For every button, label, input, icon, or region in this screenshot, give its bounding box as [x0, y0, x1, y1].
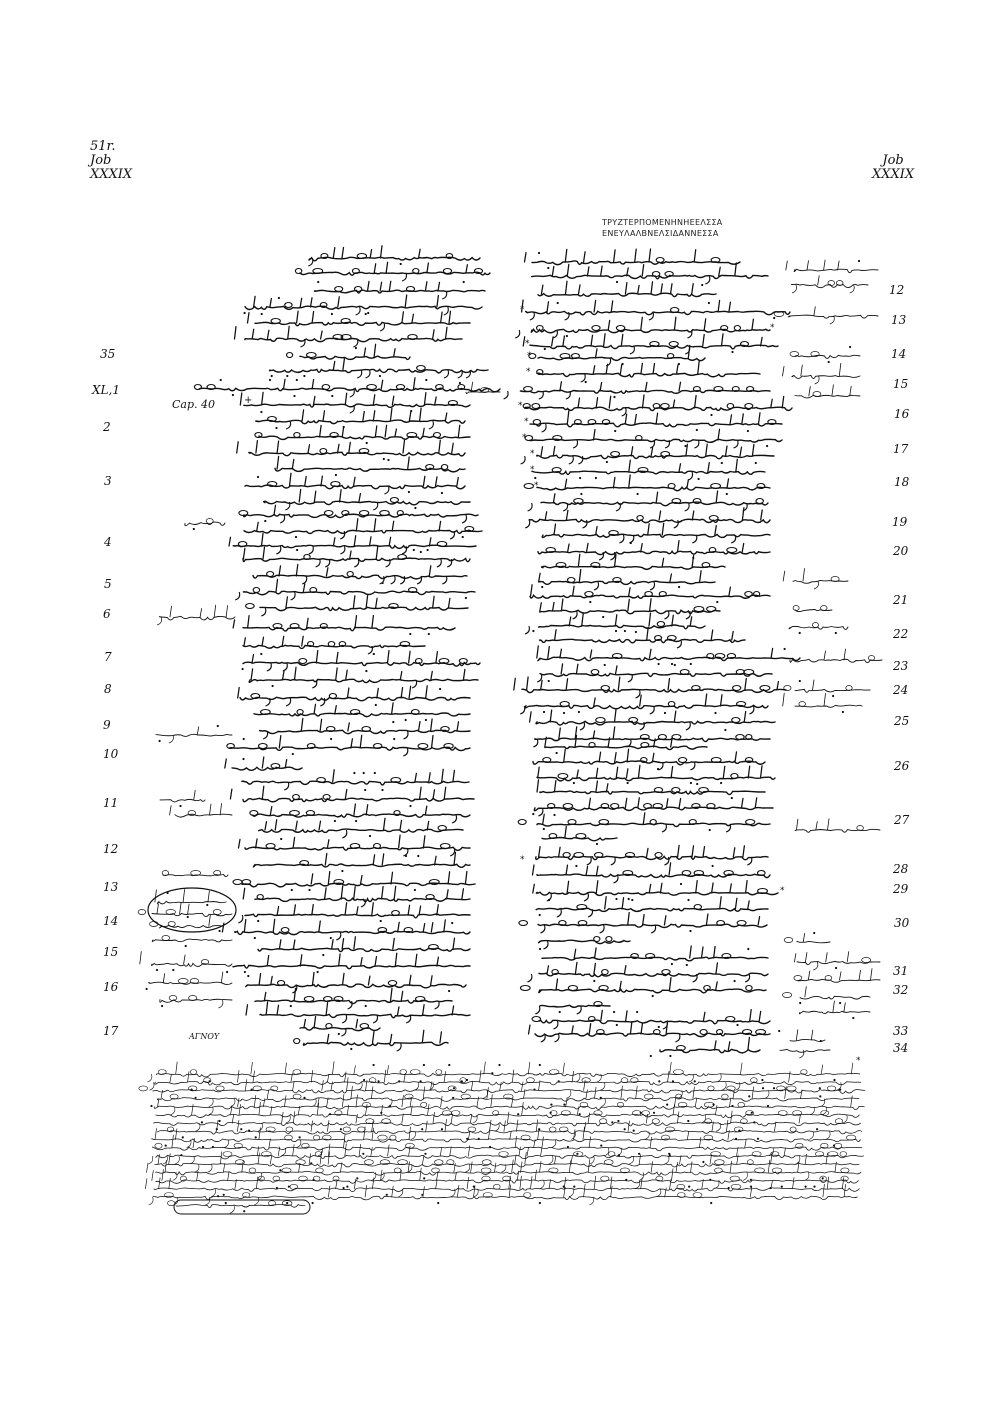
right-column-line — [524, 475, 770, 495]
marginal-gloss — [160, 996, 232, 1009]
left-column-line — [237, 440, 465, 460]
verse-number: 27 — [894, 813, 910, 827]
verse-number: 32 — [893, 983, 909, 997]
left-column-line — [287, 344, 410, 359]
left-column-line — [256, 408, 465, 429]
marginal-gloss — [156, 725, 232, 743]
left-column-line — [239, 505, 478, 523]
circled-note-line — [138, 902, 232, 916]
verse-number: 6 — [103, 607, 111, 621]
verse-number: 12 — [889, 283, 905, 297]
circled-note-line — [150, 915, 222, 928]
folio-number: 51r. — [90, 139, 116, 154]
marginal-gloss — [791, 276, 868, 293]
right-column-line — [542, 523, 770, 543]
marginal-gloss — [146, 972, 233, 990]
book-name: Job — [882, 153, 904, 168]
right-column-line — [536, 897, 768, 917]
catena-line — [139, 1078, 865, 1099]
left-column-line — [264, 489, 470, 510]
marginal-gloss — [185, 519, 225, 531]
verse-number: 28 — [893, 862, 909, 876]
catena-line — [145, 1176, 859, 1197]
asterisk-mark: * — [527, 351, 532, 361]
catena-line — [150, 1070, 861, 1090]
verse-number: 7 — [104, 650, 112, 664]
verse-number: 15 — [103, 945, 119, 959]
right-column-line — [532, 627, 745, 648]
verse-number: 16 — [894, 407, 910, 421]
right-column-line — [540, 599, 720, 619]
right-column-line — [537, 664, 772, 682]
verse-number: XL,1 — [92, 383, 120, 397]
right-column-line — [525, 508, 770, 528]
left-column-line — [308, 246, 480, 266]
marginal-gloss — [778, 1030, 825, 1042]
catena-line — [157, 1086, 859, 1107]
signature-note: ΑΓΝΟΥ — [189, 1032, 220, 1041]
right-column-line — [542, 827, 617, 846]
marginal-gloss — [162, 871, 228, 877]
right-column-line — [542, 554, 725, 569]
catena-line — [152, 1135, 862, 1156]
left-column-line — [253, 852, 470, 872]
right-column-line — [519, 913, 767, 934]
right-column-line — [537, 780, 765, 799]
marginal-gloss — [794, 969, 880, 983]
left-column-line — [243, 636, 425, 654]
right-column-line — [529, 1021, 771, 1042]
verse-number: 30 — [894, 916, 910, 930]
left-column-line — [235, 326, 463, 347]
left-column-line — [244, 519, 482, 539]
left-column-line — [239, 835, 471, 856]
catena-line — [155, 1151, 859, 1172]
left-column-line — [259, 818, 463, 838]
right-column-line — [537, 765, 775, 785]
right-column-line — [537, 646, 800, 665]
left-column-line — [275, 456, 465, 476]
left-column-line — [245, 473, 465, 494]
verse-number: 16 — [103, 980, 119, 994]
asterisk-mark: * — [530, 449, 535, 459]
catena-line — [150, 1102, 859, 1123]
verse-number: 12 — [103, 842, 119, 856]
left-column-line — [250, 804, 470, 823]
marginal-gloss — [783, 363, 861, 384]
verse-number: 29 — [893, 882, 909, 896]
left-column-line — [222, 919, 470, 940]
right-column-line — [522, 300, 790, 320]
asterisk-mark: * — [520, 855, 525, 865]
verse-number: 13 — [891, 313, 907, 327]
left-column-line — [240, 392, 470, 413]
chapter-note: Cap. 40 — [172, 398, 216, 411]
verse-number: 10 — [103, 747, 119, 761]
right-column-line — [537, 361, 760, 382]
asterisk-mark: * — [530, 465, 535, 475]
right-column-line — [530, 411, 782, 432]
left-column-line — [238, 686, 470, 706]
left-column-line — [243, 886, 470, 907]
left-column-line — [294, 1030, 448, 1051]
right-column-line — [538, 281, 716, 296]
asterisk-mark: * — [522, 433, 527, 443]
right-column-line — [539, 570, 715, 591]
marginal-gloss — [795, 819, 880, 833]
left-column-line — [243, 547, 470, 567]
left-column-line — [258, 937, 470, 956]
right-column-line — [515, 317, 770, 338]
right-column-line — [532, 1010, 770, 1029]
asterisk-mark: * — [520, 305, 525, 315]
verse-number: 25 — [894, 714, 910, 728]
right-column-line — [504, 381, 770, 399]
marginal-gloss — [783, 569, 848, 590]
verse-number: 20 — [893, 544, 909, 558]
marginal-gloss — [780, 1040, 830, 1058]
chapter-number: XXXIX — [90, 167, 133, 182]
marginal-gloss — [170, 804, 232, 818]
marginal-gloss — [774, 307, 878, 324]
verse-number: 3 — [104, 474, 112, 488]
right-column-line — [539, 946, 768, 965]
verse-number: 33 — [893, 1024, 909, 1038]
marginal-gloss — [783, 693, 862, 713]
right-column-line — [533, 863, 771, 883]
asterisk-mark: * — [524, 417, 529, 427]
asterisk-mark: * — [770, 323, 775, 333]
left-column-line — [246, 973, 466, 994]
catena-line — [152, 1127, 861, 1148]
left-column-line — [244, 295, 483, 315]
verse-number: 34 — [893, 1041, 909, 1055]
marginal-gloss — [789, 623, 848, 635]
asterisk-mark: * — [526, 367, 531, 377]
left-column-line — [295, 262, 490, 281]
verse-number: 14 — [891, 347, 907, 361]
left-column-line — [225, 757, 302, 770]
right-column-line — [539, 937, 630, 950]
greek-line: ΤΡΥΖΤΕΡΠΟΜΕΝΗΝΗΕΕΛΣΣΑ — [602, 218, 723, 227]
verse-number: 24 — [893, 683, 909, 697]
verse-number: 4 — [104, 535, 112, 549]
verse-number: 35 — [100, 347, 116, 361]
verse-number: 15 — [893, 377, 909, 391]
asterisk-mark: * — [856, 1056, 861, 1066]
verse-number: 26 — [894, 759, 910, 773]
verse-number: 5 — [104, 577, 112, 591]
left-column-line — [238, 903, 470, 923]
right-column-line — [535, 1002, 610, 1015]
verse-number: 13 — [103, 880, 119, 894]
verse-number: 23 — [893, 659, 909, 673]
marginal-gloss — [784, 680, 870, 697]
left-column-line — [233, 616, 455, 636]
left-column-line — [260, 719, 470, 740]
book-name: Job — [90, 153, 112, 168]
left-column-line — [229, 533, 476, 554]
left-column-line — [230, 786, 474, 801]
marginal-gloss — [140, 952, 232, 972]
verse-number: 8 — [104, 682, 112, 696]
right-column-line — [527, 962, 768, 982]
right-column-line — [523, 334, 778, 354]
left-column-line — [270, 359, 488, 378]
marginal-gloss — [160, 790, 205, 802]
verse-number: 17 — [893, 442, 909, 456]
left-column-line — [255, 988, 452, 1009]
right-column-line — [650, 1037, 760, 1057]
right-column-line — [530, 585, 770, 603]
catena-line — [148, 1144, 863, 1164]
marginal-gloss — [790, 346, 860, 363]
verse-number: 11 — [103, 796, 119, 810]
right-column-line — [532, 459, 765, 480]
cross-mark: + — [244, 395, 253, 406]
left-column-line — [314, 281, 485, 299]
right-column-line — [533, 749, 765, 770]
asterisk-mark: * — [518, 401, 523, 411]
right-column-line — [514, 677, 786, 698]
marginal-gloss — [793, 606, 832, 612]
verse-number: 18 — [894, 475, 910, 489]
marginal-gloss — [782, 987, 870, 1005]
left-column-line — [226, 953, 470, 973]
verse-number: 17 — [103, 1024, 119, 1038]
right-column-line — [536, 845, 768, 865]
asterisk-mark: * — [525, 339, 530, 349]
right-column-line — [538, 541, 770, 560]
right-column-line — [518, 813, 770, 832]
left-column-line — [248, 311, 471, 331]
left-column-line — [300, 1017, 380, 1037]
marginal-gloss — [794, 952, 880, 970]
verse-number: 19 — [892, 515, 908, 529]
right-column-line — [533, 881, 778, 901]
left-column-line — [242, 651, 481, 672]
greek-line: ΕΝΕΥΛΑΛΒΝΕΛΣΙΔΑΝΝΕΣΣΑ — [602, 229, 719, 238]
chapter-number: XXXIX — [872, 167, 915, 182]
verse-number: 22 — [893, 627, 909, 641]
marginal-gloss — [157, 605, 235, 625]
right-column-line — [520, 978, 766, 998]
verse-number: 9 — [103, 718, 111, 732]
marginal-gloss — [784, 932, 830, 943]
catena-line — [154, 1111, 861, 1131]
verse-number: 2 — [103, 420, 111, 434]
verse-number: 21 — [893, 593, 909, 607]
left-column-line — [246, 596, 468, 616]
circled-note-border — [148, 888, 236, 932]
marginal-gloss — [790, 649, 882, 663]
catena-line — [147, 1160, 861, 1181]
marginal-gloss — [786, 260, 878, 273]
asterisk-mark: * — [534, 481, 539, 491]
catena-end-cartouche — [174, 1200, 310, 1214]
right-column-line — [525, 429, 782, 448]
verse-number: 31 — [893, 964, 909, 978]
left-column-line — [253, 564, 467, 584]
marginal-gloss — [799, 1001, 870, 1019]
marginal-gloss — [795, 385, 860, 398]
left-column-line — [242, 769, 469, 790]
asterisk-mark: * — [780, 886, 785, 896]
verse-number: 14 — [103, 914, 119, 928]
right-column-line — [520, 694, 768, 714]
left-column-line — [233, 872, 475, 892]
right-column-line — [533, 727, 770, 747]
right-column-line — [528, 491, 768, 511]
right-column-line — [532, 798, 773, 816]
right-column-line — [525, 249, 741, 269]
catena-line — [154, 1094, 864, 1115]
